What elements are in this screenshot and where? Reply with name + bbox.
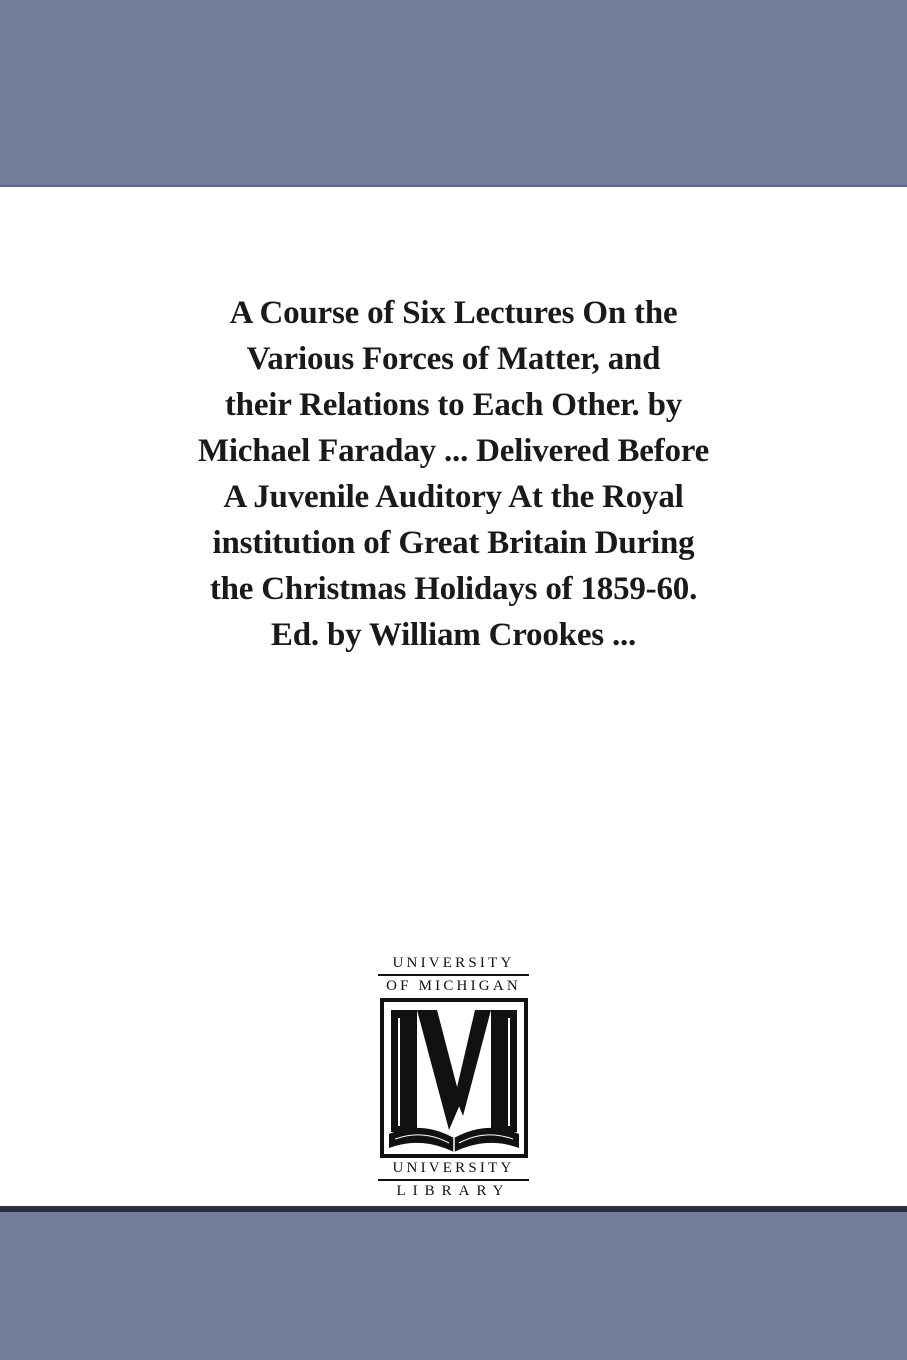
logo-text-university: UNIVERSITY — [392, 955, 515, 971]
title-line: A Course of Six Lectures On the — [229, 295, 678, 331]
top-color-band — [0, 0, 907, 187]
title-line: Ed. by William Crookes ... — [270, 617, 637, 653]
title-line: their Relations to Each Other. by — [224, 387, 683, 423]
logo-text-university-bottom: UNIVERSITY — [392, 1160, 515, 1176]
title-line: Various Forces of Matter, and — [246, 341, 661, 377]
logo-text-of-michigan: OF MICHIGAN — [386, 978, 521, 994]
block-m-book-icon — [379, 998, 529, 1158]
title-line: Michael Faraday ... Delivered Before — [197, 433, 710, 469]
university-library-logo — [376, 955, 531, 1199]
bottom-color-band — [0, 1206, 907, 1360]
book-title — [60, 290, 847, 658]
title-line: institution of Great Britain During — [212, 525, 695, 561]
logo-divider — [378, 974, 529, 976]
book-cover-panel — [0, 187, 907, 1206]
title-line: the Christmas Holidays of 1859-60. — [209, 571, 698, 607]
title-line: A Juvenile Auditory At the Royal — [223, 479, 684, 515]
logo-text-library: LIBRARY — [396, 1183, 511, 1199]
logo-divider — [378, 1179, 529, 1181]
